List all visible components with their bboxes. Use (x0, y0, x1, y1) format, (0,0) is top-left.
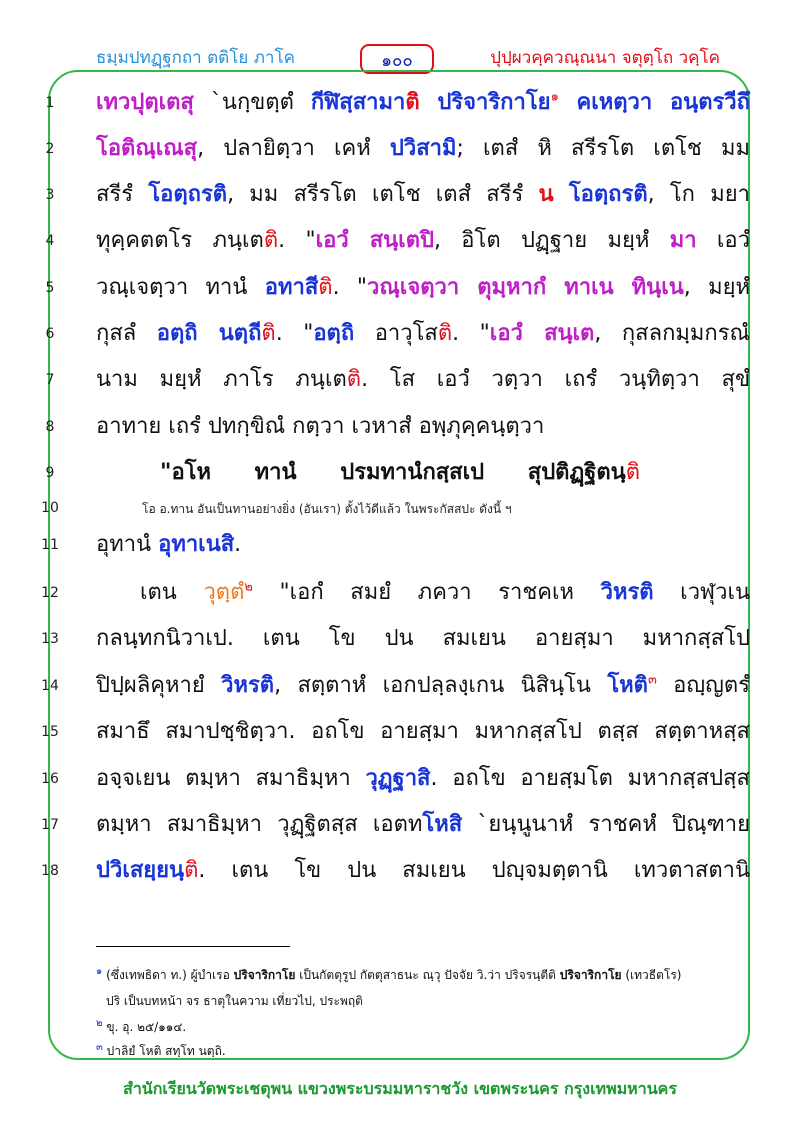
line-number: 17 (41, 817, 59, 833)
footnote-1-continued: ปริ เป็นบทหน้า จร ธาตุในความ เที่ยวไป, ประพฤติ (106, 994, 363, 1008)
text-line: ปิปฺผลิคุหายํ วิหรติ, สตฺตาหํ เอกปลฺลงฺเกน นิสินฺโน โหติ$^๓$ อญฺญตรํ (96, 672, 750, 698)
text-line: วณฺเจตฺวา ทานํ อทาสีติ. "วณฺเจตฺวา ตุมฺหากํ ทาเน ทินฺเน, มยฺหํ (96, 275, 750, 300)
line-number: 13 (41, 631, 59, 647)
line-number: 2 (45, 141, 55, 157)
content-frame (48, 70, 750, 1060)
text-line: อจฺจเยน ตมฺหา สมาธิมฺหา วุฏฺฐาสิ. อถโข อายสฺมโต มหากสฺสปสฺส (96, 766, 750, 791)
line-number: 14 (41, 678, 59, 694)
line-number: 15 (41, 724, 59, 740)
text-line: กุสลํ อตฺถิ นตฺถีติ. "อตฺถิ อาวุโสติ. "เอวํ สนฺเต, กุสลกมฺมกรณํ (96, 321, 750, 346)
verse-translation: โอ อ.ทาน อันเป็นทานอย่างยิ่ง (อันเรา) ตั้งไว้ดีแล้ว ในพระกัสสปะ ดังนี้ ฯ (142, 502, 512, 516)
line-number: 7 (45, 372, 55, 388)
line-number: 11 (41, 537, 59, 553)
page-number-badge: ๑๐๐ (360, 44, 434, 74)
line-number: 8 (45, 419, 55, 435)
text-line: อุทานํ อุทาเนสิ. (96, 532, 242, 557)
text-line: เตน วุตฺตํ$^๒$ "เอกํ สมยํ ภควา ราชคเห วิหรติ เวฬุวเน (140, 579, 750, 605)
line-number: 16 (41, 771, 59, 787)
text-line: ปวิเสยฺยนฺติ. เตน โข ปน สมเยน ปญฺจมตฺตานิ เทวตาสตานิ (96, 858, 750, 883)
verse-line: "อโห ทานํ ปรมทานํกสฺสเป สุปติฏฺฐิตนฺติ (160, 460, 640, 485)
line-number: 3 (45, 187, 55, 203)
footnote-2: $^๒$ ขุ. อุ. ๒๕/๑๑๔. (96, 1018, 187, 1034)
line-number: 10 (41, 500, 59, 516)
line-number: 1 (45, 95, 55, 111)
text-line: ทุคฺคตตโร ภนฺเตติ. "เอวํ สนฺเตปิ, อิโต ปฏฺฐาย มยฺหํ มา เอวํ (96, 228, 750, 253)
footnote-ref: ๓ (647, 672, 657, 688)
line-number: 18 (41, 863, 59, 879)
text-line: สมาธึ สมาปชฺชิตฺวา. อถโข อายสฺมา มหากสฺสโป ตสฺส สตฺตาหสฺส (96, 719, 750, 744)
footer-institution: สำนักเรียนวัดพระเชตุพน แขวงพระบรมมหาราชวัง เขตพระนคร กรุงเทพมหานคร (123, 1079, 677, 1098)
line-number: 6 (45, 326, 55, 342)
text-line: โอติณฺเณสุ, ปลายิตฺวา เคหํ ปวิสามิ; เตสํ หิ สรีรโต เตโช มม (96, 136, 750, 161)
line-number: 4 (45, 233, 55, 249)
text-line: ตมฺหา สมาธิมฺหา วุฏฺฐิตสฺส เอตทโหสิ `ยนฺนูนาหํ ราชคหํ ปิณฺฑาย (96, 812, 751, 837)
footnote-divider (96, 946, 290, 947)
text-line: อาทาย เถรํ ปทกฺขิณํ กตฺวา เวหาสํ อพฺภุคฺคนฺตฺวา (96, 414, 545, 439)
header-book-title: ธมฺมปทฏฺฐกถา ตติโย ภาโค (96, 48, 295, 68)
header-chapter-title: ปุปฺผวคฺควณฺณนา จตุตฺโถ วคฺโค (490, 48, 720, 68)
line-number: 9 (45, 465, 55, 481)
line-number: 5 (45, 280, 55, 296)
footnote-1: $^๑$ (ซึ่งเทพธิดา ท.) ผู้บำเรอ ปริจาริกาโย เป็นกัตตุรูป กัตตุสาธนะ ณฺวุ ปัจจัย วิ.ว่า ปริจรนฺตีติ ปริจาริกาโย (เทวธีตโร) (96, 966, 682, 982)
text-line: นาม มยฺหํ ภาโร ภนฺเตติ. โส เอวํ วตฺวา เถรํ วนฺทิตฺวา สุขํ (96, 367, 750, 392)
text-line: เทวปุตฺเตสุ `นกฺขตฺตํ กีฬิสฺสามาติ ปริจาริกาโย$^๑$ คเหตฺวา อนฺตรวีถึ (96, 89, 750, 115)
text-line: สรีรํ โอตฺถรติ, มม สรีรโต เตโช เตสํ สรีรํ น โอตฺถรติ, โก มยา (96, 182, 750, 207)
line-number: 12 (41, 585, 59, 601)
footnote-3: $^๓$ ปาลิยํ โหติ สทฺโท นตฺถิ. (96, 1042, 226, 1058)
footnote-ref: ๒ (244, 579, 253, 595)
text-line: กลนฺทกนิวาเป. เตน โข ปน สมเยน อายสฺมา มหากสฺสโป (96, 626, 750, 651)
footnote-ref: ๑ (550, 89, 559, 105)
